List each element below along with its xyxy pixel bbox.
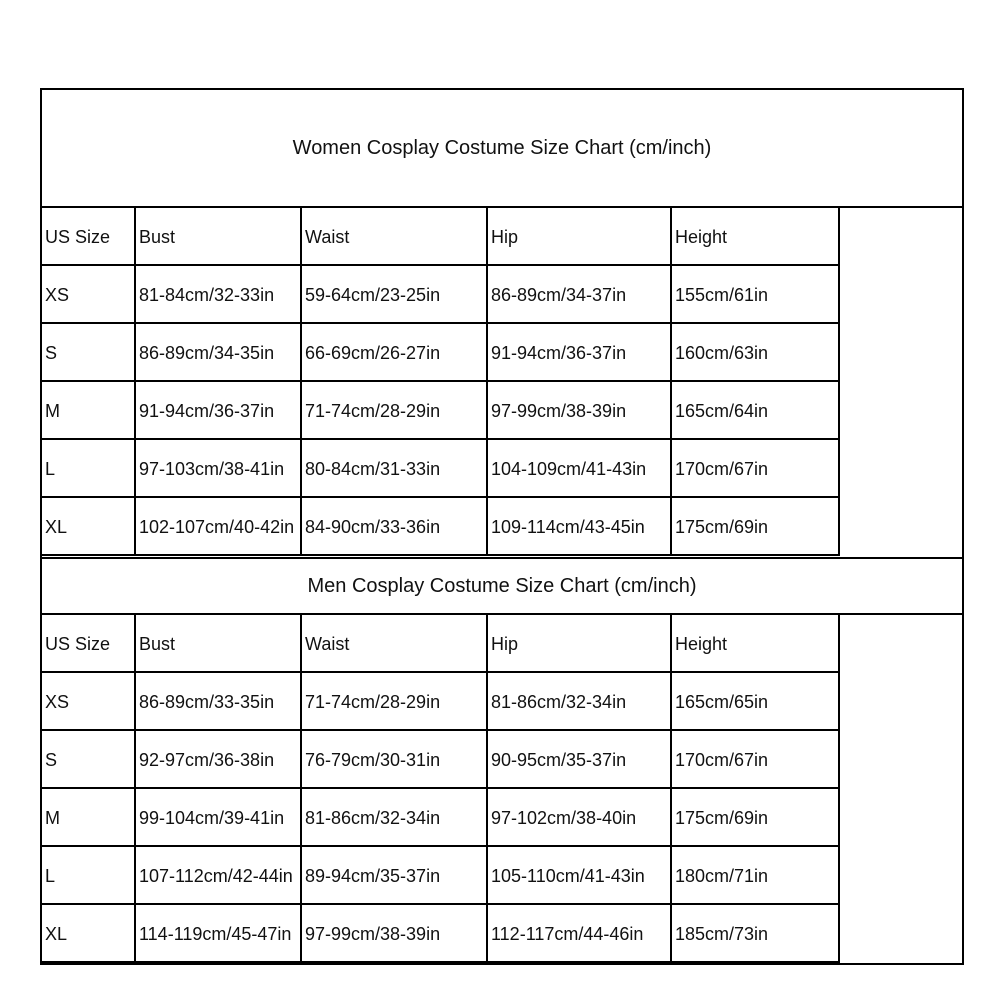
table-cell: 80-84cm/31-33in — [302, 440, 488, 498]
table-cell: 92-97cm/36-38in — [136, 731, 302, 789]
table-cell: 66-69cm/26-27in — [302, 324, 488, 382]
table-cell: M — [42, 789, 136, 847]
table-cell: XS — [42, 266, 136, 324]
table-cell: 97-99cm/38-39in — [302, 905, 488, 963]
table-cell: XL — [42, 498, 136, 556]
table-cell: 81-86cm/32-34in — [488, 673, 672, 731]
table-cell: XS — [42, 673, 136, 731]
table-cell: 90-95cm/35-37in — [488, 731, 672, 789]
table-cell: 102-107cm/40-42in — [136, 498, 302, 556]
table-cell: 97-103cm/38-41in — [136, 440, 302, 498]
column-header: Hip — [488, 208, 672, 266]
table-cell: 107-112cm/42-44in — [136, 847, 302, 905]
table-cell: 155cm/61in — [672, 266, 840, 324]
table-cell: 71-74cm/28-29in — [302, 382, 488, 440]
table-cell: 109-114cm/43-45in — [488, 498, 672, 556]
column-header: Height — [672, 615, 840, 673]
table-cell: 81-84cm/32-33in — [136, 266, 302, 324]
women-chart-title-band — [42, 90, 962, 208]
table-cell: 71-74cm/28-29in — [302, 673, 488, 731]
women-chart-title: Women Cosplay Costume Size Chart (cm/inch) — [292, 136, 712, 159]
table-cell: 180cm/71in — [672, 847, 840, 905]
table-cell: 165cm/65in — [672, 673, 840, 731]
table-cell: 81-86cm/32-34in — [302, 789, 488, 847]
table-cell: 91-94cm/36-37in — [488, 324, 672, 382]
table-cell: 76-79cm/30-31in — [302, 731, 488, 789]
table-cell: 105-110cm/41-43in — [488, 847, 672, 905]
table-cell: 170cm/67in — [672, 440, 840, 498]
table-cell: 185cm/73in — [672, 905, 840, 963]
column-header: Bust — [136, 208, 302, 266]
table-cell: L — [42, 440, 136, 498]
table-cell: 114-119cm/45-47in — [136, 905, 302, 963]
table-cell: 175cm/69in — [672, 789, 840, 847]
table-cell: 91-94cm/36-37in — [136, 382, 302, 440]
table-cell: XL — [42, 905, 136, 963]
table-cell: M — [42, 382, 136, 440]
table-cell: 86-89cm/34-35in — [136, 324, 302, 382]
table-cell: 104-109cm/41-43in — [488, 440, 672, 498]
table-cell: 84-90cm/33-36in — [302, 498, 488, 556]
table-cell: 86-89cm/33-35in — [136, 673, 302, 731]
size-chart — [40, 88, 964, 965]
table-cell: 89-94cm/35-37in — [302, 847, 488, 905]
table-cell: 170cm/67in — [672, 731, 840, 789]
table-cell: 86-89cm/34-37in — [488, 266, 672, 324]
column-header: Bust — [136, 615, 302, 673]
table-cell: L — [42, 847, 136, 905]
table-cell: S — [42, 731, 136, 789]
column-header: Height — [672, 208, 840, 266]
men-chart-title-band — [42, 557, 962, 615]
column-header: Waist — [302, 208, 488, 266]
table-cell: 99-104cm/39-41in — [136, 789, 302, 847]
table-cell: 59-64cm/23-25in — [302, 266, 488, 324]
table-cell: 160cm/63in — [672, 324, 840, 382]
column-header: US Size — [42, 615, 136, 673]
column-header: Hip — [488, 615, 672, 673]
table-cell: 165cm/64in — [672, 382, 840, 440]
table-cell: S — [42, 324, 136, 382]
table-cell: 97-99cm/38-39in — [488, 382, 672, 440]
column-header: Waist — [302, 615, 488, 673]
table-cell: 175cm/69in — [672, 498, 840, 556]
table-cell: 112-117cm/44-46in — [488, 905, 672, 963]
column-header: US Size — [42, 208, 136, 266]
men-chart-title: Men Cosplay Costume Size Chart (cm/inch) — [307, 574, 697, 597]
table-cell: 97-102cm/38-40in — [488, 789, 672, 847]
